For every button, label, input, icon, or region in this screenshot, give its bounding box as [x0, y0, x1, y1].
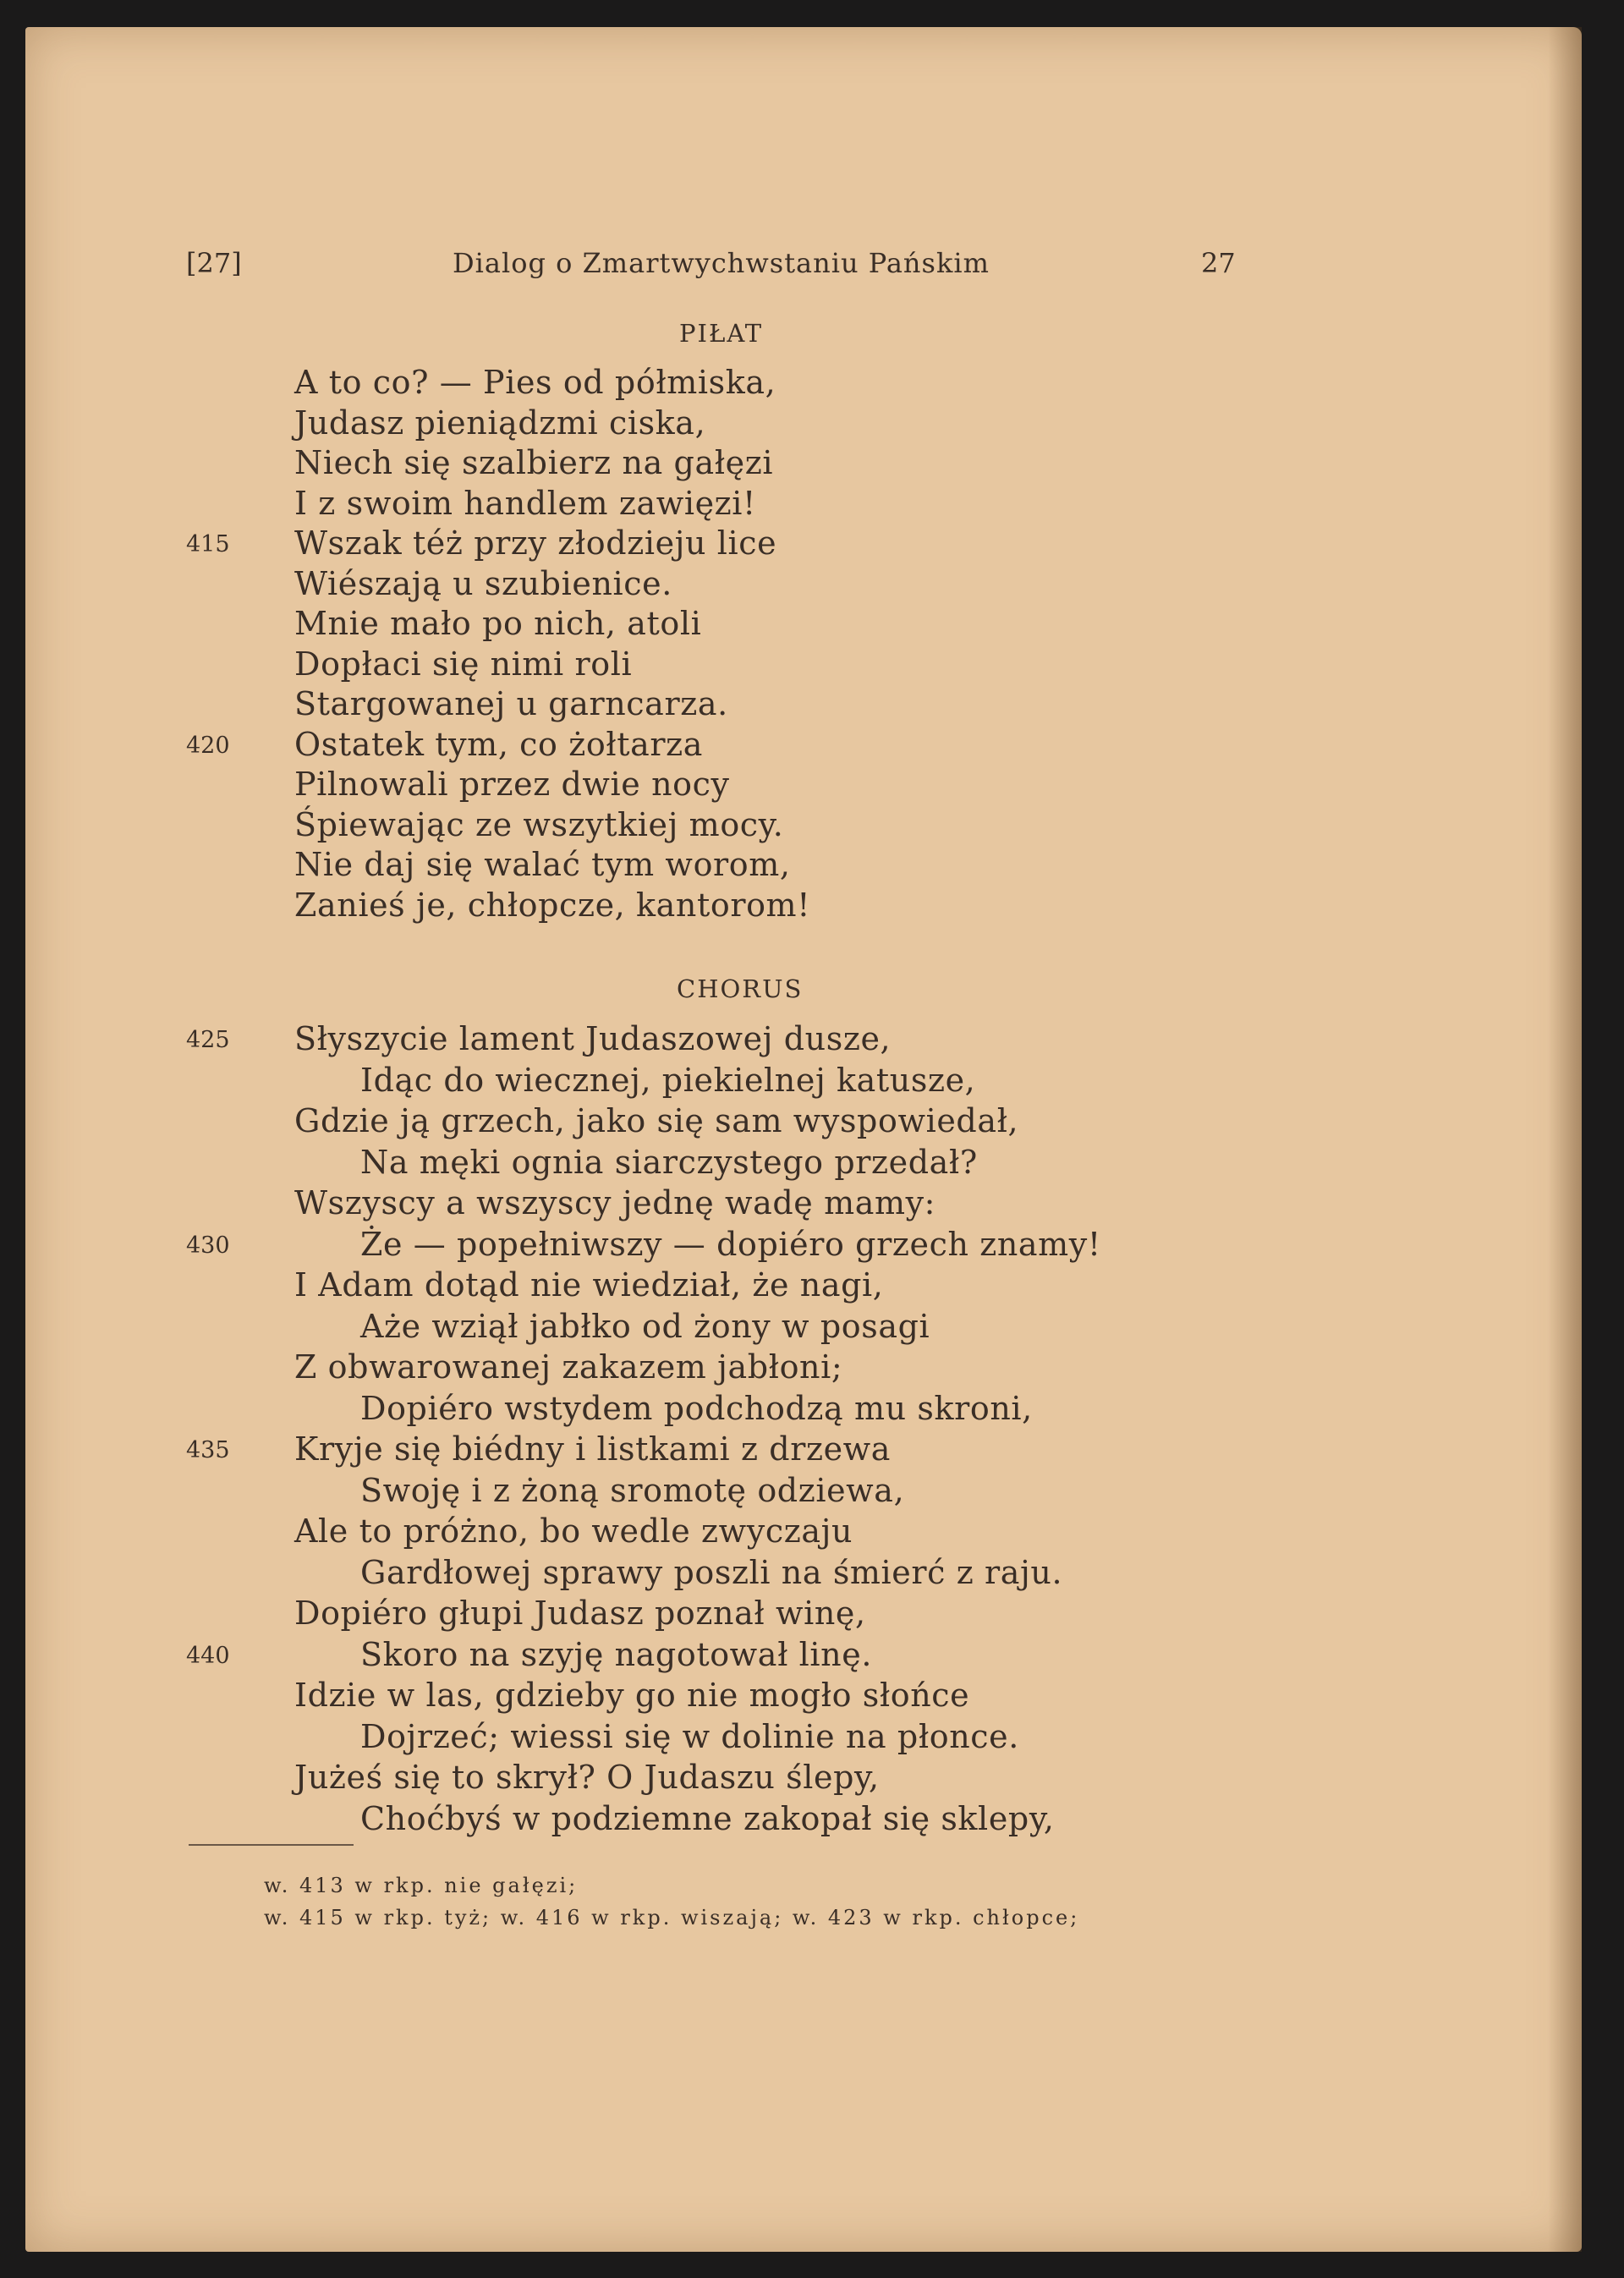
verse-number: 425 [186, 1027, 230, 1053]
verse-line [0, 1512, 1624, 1553]
verse-text: Dopiéro głupi Judasz poznał winę, [294, 1595, 866, 1632]
verse-line [0, 364, 1624, 404]
verse-text: Dopłaci się nimi roli [294, 645, 633, 683]
verse-line [0, 726, 1624, 766]
verse-text: Idzie w las, gdzieby go nie mogło słońce [294, 1677, 970, 1714]
page-number: 27 [1201, 247, 1236, 279]
verse-text: Choćbyś w podziemne zakopał się sklepy, [360, 1799, 1055, 1837]
verse-line [0, 524, 1624, 565]
footnote-rule [189, 1844, 354, 1846]
verse-text: Słyszycie lament Judaszowej dusze, [294, 1020, 892, 1057]
verse-text: Że — popełniwszy — dopiéro grzech znamy! [360, 1225, 1101, 1263]
page-bracket-number: [27] [186, 247, 242, 279]
verse-text: Judasz pieniądzmi ciska, [294, 403, 706, 442]
verse-line [0, 886, 1624, 927]
verse-line [0, 1348, 1624, 1389]
verse-line [0, 404, 1624, 445]
footnote-2: w. 415 w rkp. tyż; w. 416 w rkp. wiszają; w. 423 w rkp. chłopce; [264, 1906, 1080, 1929]
verse-text: Kryje się biédny i listkami z drzewa [294, 1430, 892, 1468]
verse-text: Ale to próżno, bo wedle zwyczaju [294, 1512, 853, 1550]
verse-text: Pilnowali przez dwie nocy [294, 766, 730, 803]
verse-text: Aże wziął jabłko od żony w posagi [360, 1307, 930, 1345]
verse-line [0, 806, 1624, 847]
verse-line [0, 1472, 1624, 1512]
verse-text: Stargowanej u garncarza. [294, 685, 728, 722]
verse-text: Niech się szalbierz na gałęzi [294, 444, 774, 481]
verse-line [0, 485, 1624, 525]
speaker-chorus: CHORUS [677, 974, 804, 1003]
verse-text: I z swoim handlem zawięzi! [294, 484, 756, 522]
verse-line [0, 645, 1624, 686]
verse-line [0, 1390, 1624, 1430]
verse-line [0, 766, 1624, 806]
verse-text: Skoro na szyję nagotował linę. [360, 1635, 873, 1673]
verse-text: Wszyscy a wszyscy jednę wadę mamy: [294, 1184, 936, 1221]
verse-text: Gdzie ją grzech, jako się sam wyspowiedał, [294, 1102, 1019, 1139]
verse-line [0, 1144, 1624, 1184]
verse-text: Jużeś się to skrył? O Judaszu ślepy, [294, 1759, 880, 1796]
verse-line [0, 1677, 1624, 1717]
verse-number: 415 [186, 531, 230, 557]
verse-text: A to co? — Pies od półmiska, [294, 364, 776, 401]
verse-text: Gardłowej sprawy poszli na śmierć z raju. [360, 1553, 1063, 1591]
verse-text: Dopiéro wstydem podchodzą mu skroni, [360, 1389, 1033, 1427]
speaker-pilat: PIŁAT [679, 319, 764, 348]
verse-text: Ostatek tym, co żołtarza [294, 725, 703, 763]
verse-line [0, 846, 1624, 886]
verse-text: Mnie mało po nich, atoli [294, 605, 702, 642]
verse-line [0, 1266, 1624, 1307]
verse-line [0, 1226, 1624, 1266]
verse-text: Wszak téż przy złodzieju lice [294, 524, 777, 562]
verse-number: 430 [186, 1232, 230, 1259]
verse-line [0, 605, 1624, 645]
verse-line [0, 1430, 1624, 1471]
verse-line [0, 1554, 1624, 1595]
verse-text: Z obwarowanej zakazem jabłoni; [294, 1348, 843, 1386]
verse-text: Dojrzeć; wiessi się w dolinie na płonce. [360, 1717, 1019, 1755]
verse-text: Swoję i z żoną sromotę odziewa, [360, 1471, 905, 1509]
verse-text: Nie daj się walać tym worom, [294, 846, 791, 883]
verse-text: Wiészają u szubienice. [294, 564, 672, 602]
verse-line [0, 565, 1624, 606]
verse-line [0, 444, 1624, 485]
verse-line [0, 1636, 1624, 1677]
verse-text: I Adam dotąd nie wiedział, że nagi, [294, 1266, 884, 1304]
verse-text: Na męki ognia siarczystego przedał? [360, 1143, 978, 1181]
verse-text: Zanieś je, chłopcze, kantorom! [294, 886, 811, 924]
running-title: Dialog o Zmartwychwstaniu Pańskim [453, 247, 990, 279]
verse-line [0, 1308, 1624, 1348]
verse-line [0, 1184, 1624, 1225]
verse-line [0, 1595, 1624, 1635]
verse-number: 420 [186, 732, 230, 759]
verse-text: Śpiewając ze wszytkiej mocy. [294, 805, 784, 843]
verse-line [0, 1800, 1624, 1841]
footnote-1: w. 413 w rkp. nie gałęzi; [264, 1874, 579, 1897]
verse-number: 440 [186, 1642, 230, 1669]
verse-line [0, 1718, 1624, 1759]
verse-line [0, 1020, 1624, 1061]
verse-text: Idąc do wiecznej, piekielnej katusze, [360, 1061, 976, 1099]
verse-line [0, 1759, 1624, 1799]
verse-number: 435 [186, 1437, 230, 1463]
verse-line [0, 1062, 1624, 1102]
verse-line [0, 685, 1624, 726]
verse-line [0, 1102, 1624, 1143]
